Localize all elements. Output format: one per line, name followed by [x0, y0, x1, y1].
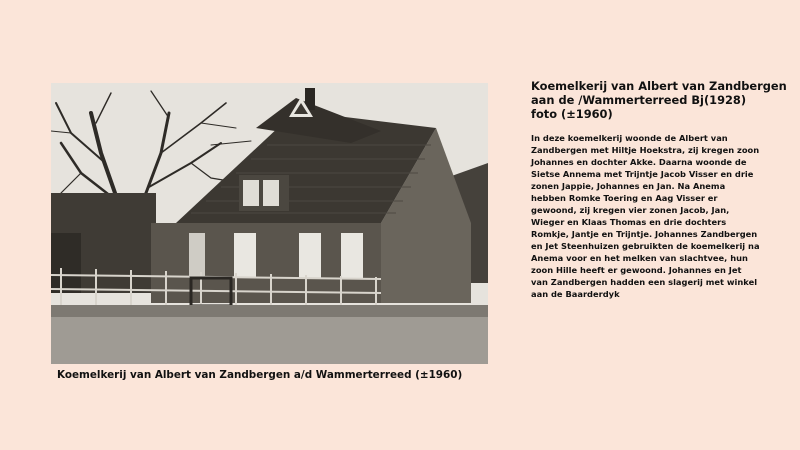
body-line: Anema voor en het melken van slachtvee, hun	[531, 253, 748, 263]
body-line: Romkje, Jantje en Trijntje. Johannes Zandbergen	[531, 229, 758, 239]
title-line: foto (±1960)	[531, 107, 613, 121]
body-line: aan de Baarderdyk	[531, 289, 620, 299]
body-line: Sietse Annema met Trijntje Jacob Visser en drie	[531, 169, 754, 179]
body-line: van Zandbergen hadden een slagerij met winkel	[531, 277, 758, 287]
body-line: hebben Romke Toering en Aag Visser er	[531, 193, 718, 203]
description-paragraph	[531, 132, 760, 300]
page-title	[531, 79, 787, 121]
title-line: aan de /Wammerterreed Bj(1928)	[531, 93, 747, 107]
body-line: en Jet Steenhuizen gebruikten de koemelkerij na	[531, 241, 760, 251]
photo-caption: Koemelkerij van Albert van Zandbergen a/d Wammerterreed (±1960)	[57, 369, 463, 381]
body-line: In deze koemelkerij woonde de Albert van	[531, 133, 728, 143]
body-line: Zandbergen met Hiltje Hoekstra, zij kregen zoon	[531, 145, 760, 155]
farmhouse-photo	[51, 83, 488, 364]
body-line: gewoond, zij kregen vier zonen Jacob, Jan,	[531, 205, 730, 215]
body-line: Wieger en Klaas Thomas en drie dochters	[531, 217, 727, 227]
body-line: zonen Jappie, Johannes en Jan. Na Anema	[531, 181, 726, 191]
body-line: zoon Hille heeft er gewoond. Johannes en Jet	[531, 265, 742, 275]
body-line: Johannes en dochter Akke. Daarna woonde de	[531, 157, 747, 167]
title-line: Koemelkerij van Albert van Zandbergen	[531, 79, 787, 93]
